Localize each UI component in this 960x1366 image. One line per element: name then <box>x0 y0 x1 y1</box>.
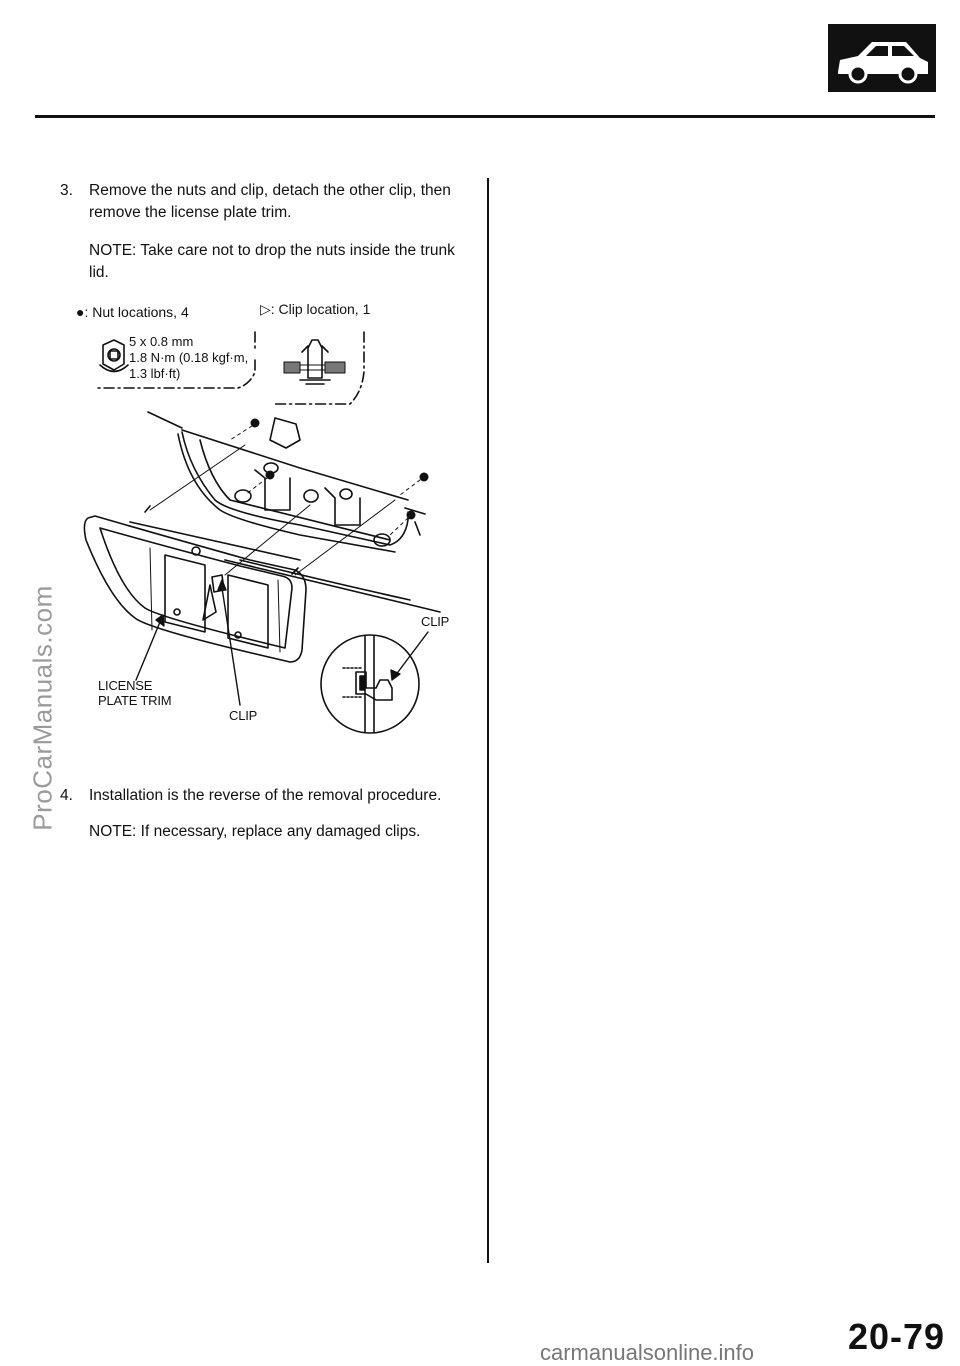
trunk-lid-panel <box>148 412 440 612</box>
step-number: 4. <box>60 787 73 804</box>
nut-size: 5 x 0.8 mm <box>129 334 194 349</box>
step-3-note: NOTE: Take care not to drop the nuts inside the trunk lid. <box>89 242 455 281</box>
footer-site: carmanualsonline.info <box>540 1340 755 1365</box>
trim-label <box>98 678 171 708</box>
step-4-note: NOTE: If necessary, replace any damaged clips. <box>89 823 421 840</box>
clip-symbol: ▷: <box>260 301 275 317</box>
nut-symbol: ●: <box>76 304 89 320</box>
step-text: Remove the nuts and clip, detach the other clip, then remove the license plate trim. <box>89 182 451 221</box>
clip-label-bottom: CLIP <box>229 708 258 723</box>
watermark: ProCarManuals.com <box>27 585 58 831</box>
step-text: Installation is the reverse of the removal procedure. <box>89 787 442 804</box>
clip-detail <box>272 332 364 404</box>
step-4 <box>60 785 460 807</box>
nut-legend-text: Nut locations, 4 <box>92 304 189 320</box>
clip-magnified-detail <box>321 635 419 733</box>
trim-label-line-2: PLATE TRIM <box>98 693 172 708</box>
torque-line-1: 1.8 N·m (0.18 kgf·m, <box>129 350 249 365</box>
clip-label-right: CLIP <box>421 614 450 629</box>
nut-leader-lines <box>230 426 420 535</box>
trim-label-line-1: LICENSE <box>98 678 153 693</box>
torque-line-2: 1.3 lbf·ft) <box>129 366 181 381</box>
step-number: 3. <box>60 182 73 199</box>
license-plate-trim <box>84 506 306 662</box>
nut-detail <box>95 332 255 388</box>
page-number: 20-79 <box>848 1316 946 1357</box>
clip-legend-text: Clip location, 1 <box>278 301 371 317</box>
